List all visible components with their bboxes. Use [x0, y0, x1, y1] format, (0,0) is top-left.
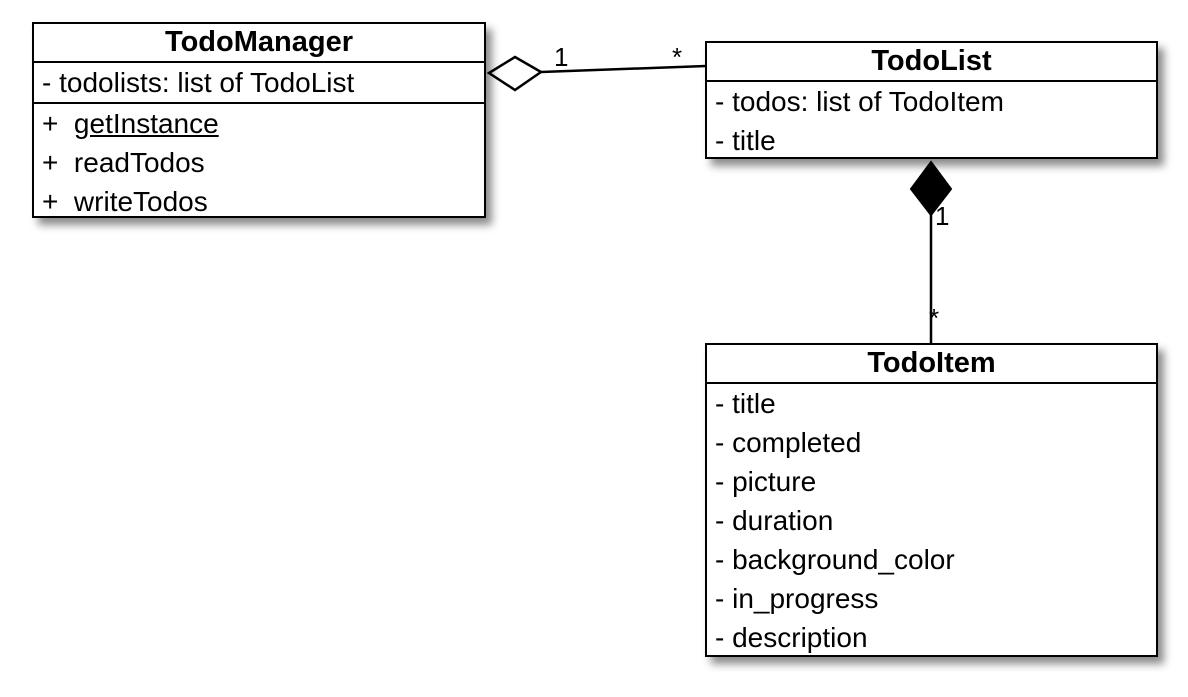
attribute-row: - description [715, 622, 868, 653]
class-name: TodoItem [707, 345, 1156, 384]
class-todo-list[interactable] [705, 41, 1158, 159]
attribute-row: - background_color [715, 544, 955, 575]
visibility-marker: + [42, 147, 67, 178]
attribute-row: - title [715, 388, 776, 419]
attributes-section [707, 82, 1156, 160]
visibility-marker: + [42, 186, 67, 217]
attribute-row: - todolists: list of TodoList [42, 67, 355, 98]
attributes-section [34, 63, 484, 104]
operations-section [34, 104, 484, 221]
composition-source-multiplicity: 1 [935, 201, 950, 231]
operation-row [42, 182, 484, 221]
attribute-row: - in_progress [715, 583, 879, 614]
class-todo-manager[interactable] [32, 22, 486, 218]
operation-name: readTodos [73, 147, 205, 178]
static-operation-name: getInstance [73, 108, 219, 139]
class-name: TodoList [707, 43, 1156, 82]
visibility-marker: + [42, 108, 67, 139]
operation-row [42, 143, 484, 182]
attribute-row: - picture [715, 466, 817, 497]
attribute-row: - duration [715, 505, 834, 536]
operation-row [42, 104, 484, 143]
aggregation-target-multiplicity: * [672, 42, 683, 72]
class-name: TodoManager [34, 24, 484, 63]
attributes-section [707, 384, 1156, 657]
composition-target-multiplicity: * [929, 303, 940, 333]
aggregation-diamond-icon [489, 57, 541, 90]
attribute-row: - completed [715, 427, 862, 458]
attribute-row: - title [715, 125, 776, 156]
aggregation-source-multiplicity: 1 [554, 42, 569, 72]
class-todo-item[interactable] [705, 343, 1158, 657]
attribute-row: - todos: list of TodoItem [715, 86, 1004, 117]
operation-name: writeTodos [73, 186, 208, 217]
